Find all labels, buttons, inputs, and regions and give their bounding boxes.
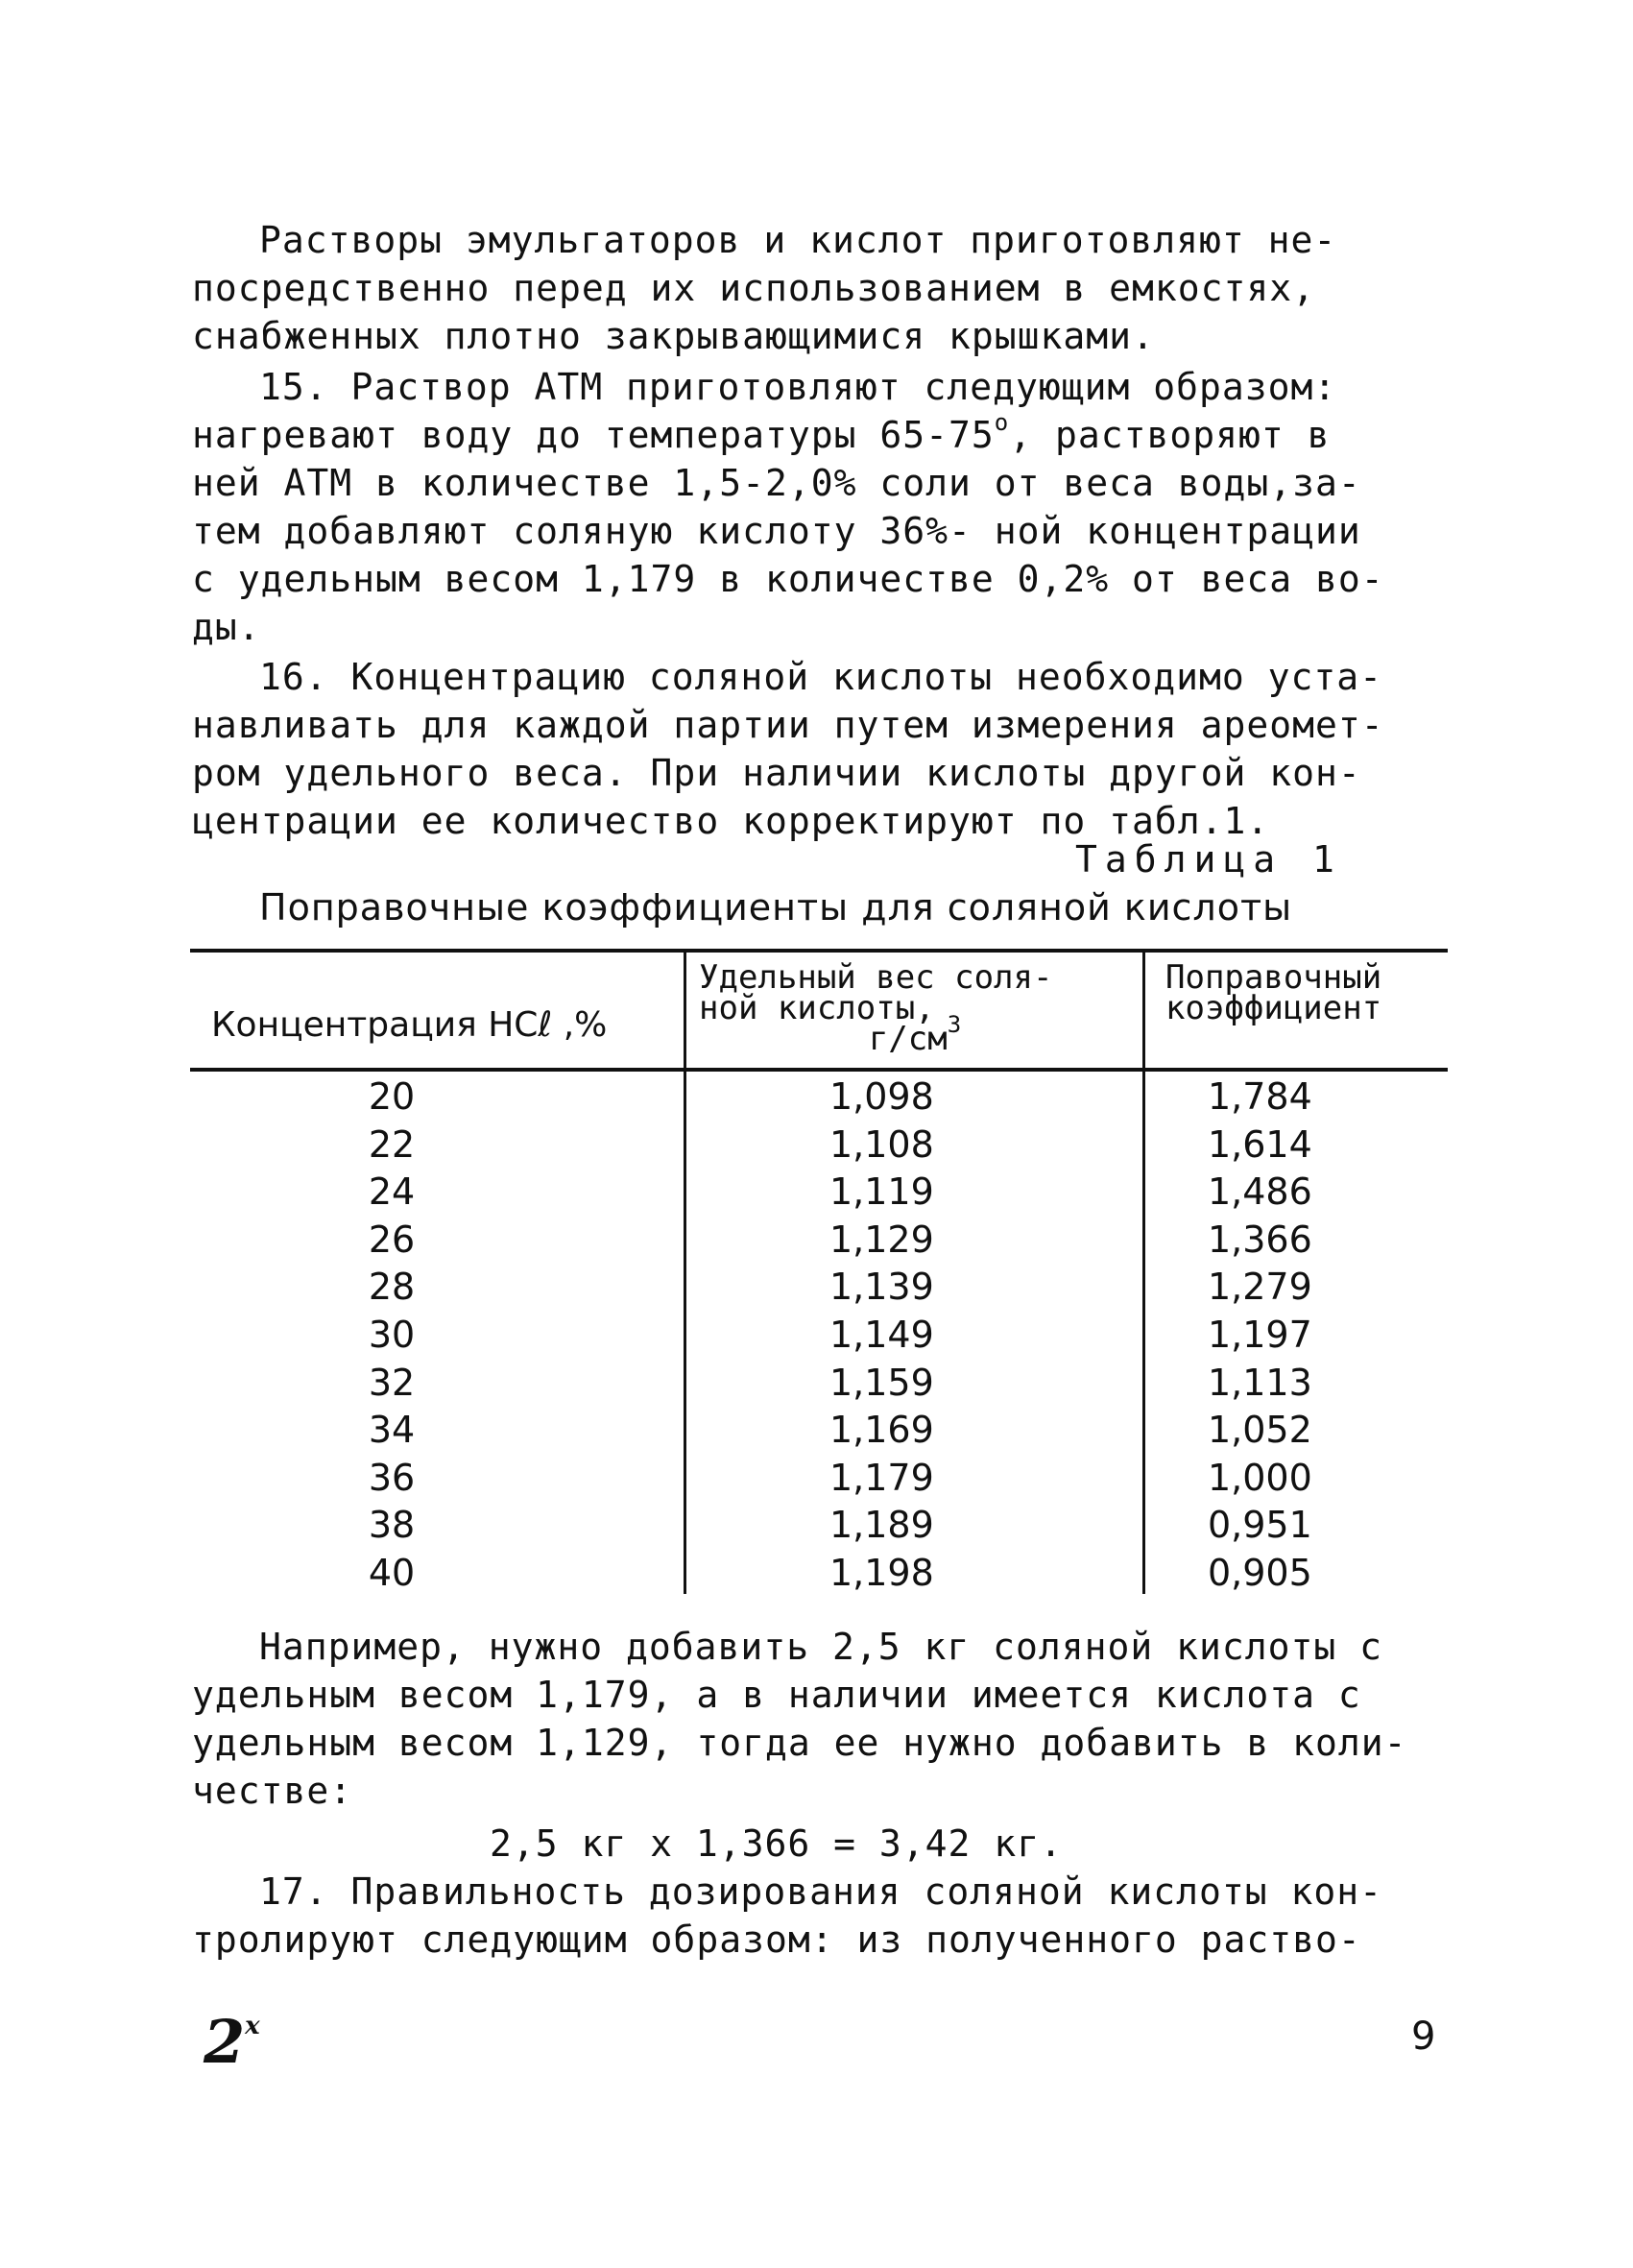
table-cell-conc: 40 xyxy=(368,1551,416,1594)
table-cell-coef: 1,197 xyxy=(1208,1313,1312,1356)
mark-text: 2 xyxy=(204,2007,246,2077)
table-cell-density: 1,139 xyxy=(829,1266,934,1309)
text-line: 17. Правильность дозирования соляной кислоты кон- xyxy=(259,1870,1383,1913)
text-line: ды. xyxy=(192,606,261,648)
text-line: удельным весом 1,179, а в наличии имеется кислота с xyxy=(192,1674,1361,1716)
column-concentration xyxy=(190,1074,593,1598)
table-cell-density: 1,149 xyxy=(829,1313,934,1356)
table-cell-coef: 1,113 xyxy=(1208,1361,1312,1404)
text-line: центрации ее количество корректируют по табл.1. xyxy=(192,800,1270,842)
table-cell-density: 1,159 xyxy=(829,1361,934,1404)
mark-superscript: х xyxy=(245,2012,260,2040)
text-line: снабженных плотно закрывающимися крышками. xyxy=(192,315,1155,357)
table-cell-coef: 0,905 xyxy=(1208,1551,1312,1594)
text-line: ней АТМ в количестве 1,5-2,0% соли от веса воды,за- xyxy=(192,462,1361,504)
header-density-line: ной кислоты, xyxy=(699,989,935,1027)
header-density-unit xyxy=(699,1011,1131,1058)
table-cell-conc: 28 xyxy=(368,1266,416,1309)
table-cell-density: 1,189 xyxy=(829,1504,934,1547)
table-number: Таблица 1 xyxy=(1075,838,1342,881)
table-cell-conc: 24 xyxy=(368,1170,416,1214)
text-line: Растворы эмульгаторов и кислот приготовляют не- xyxy=(259,219,1337,261)
text-line xyxy=(192,411,1440,459)
formula: 2,5 кг х 1,366 = 3,42 кг. xyxy=(490,1822,1063,1865)
table-cell-conc: 20 xyxy=(368,1075,416,1118)
table-cell-coef: 1,366 xyxy=(1208,1218,1312,1261)
table-header-rule xyxy=(190,1068,1448,1072)
table-cell-coef: 1,052 xyxy=(1208,1409,1312,1452)
unit-superscript: 3 xyxy=(947,1011,962,1038)
table-top-rule xyxy=(190,949,1448,953)
table-cell-coef: 1,279 xyxy=(1208,1266,1312,1309)
table-cell-coef: 1,000 xyxy=(1208,1456,1312,1499)
header-coefficient-line: Поправочный xyxy=(1165,958,1382,997)
table-cell-conc: 36 xyxy=(368,1456,416,1499)
table-cell-density: 1,129 xyxy=(829,1218,934,1261)
header-concentration: Концентрация НСℓ ,% xyxy=(211,1005,608,1045)
column-divider xyxy=(1142,949,1145,1594)
text-line: тролируют следующим образом: из полученного раство- xyxy=(192,1918,1361,1961)
text-line: ром удельного веса. При наличии кислоты другой кон- xyxy=(192,752,1361,794)
text-line: Например, нужно добавить 2,5 кг соляной кислоты с xyxy=(259,1626,1383,1668)
table-cell-coef: 1,614 xyxy=(1208,1122,1312,1166)
text-line: 15. Раствор АТМ приготовляют следующим образом: xyxy=(259,366,1337,408)
header-coefficient-line: коэффициент xyxy=(1165,989,1382,1027)
table-cell-conc: 32 xyxy=(368,1361,416,1404)
text-fragment: , растворяют в xyxy=(1009,414,1331,456)
header-density-line: Удельный вес соля- xyxy=(699,958,1053,997)
table-cell-coef: 1,486 xyxy=(1208,1170,1312,1214)
column-density xyxy=(804,1074,1117,1598)
table-cell-conc: 34 xyxy=(368,1409,416,1452)
table-cell-conc: 38 xyxy=(368,1504,416,1547)
table-cell-density: 1,179 xyxy=(829,1456,934,1499)
header-density xyxy=(699,958,1131,1058)
table-cell-density: 1,198 xyxy=(829,1551,934,1594)
table-cell-density: 1,169 xyxy=(829,1409,934,1452)
text-line: посредственно перед их использованием в емкостях, xyxy=(192,267,1316,309)
column-divider xyxy=(684,949,686,1594)
text-line: удельным весом 1,129, тогда ее нужно добавить в коли- xyxy=(192,1722,1407,1764)
text-line: с удельным весом 1,179 в количестве 0,2% от веса во- xyxy=(192,558,1384,600)
page-number: 9 xyxy=(1411,2015,1436,2059)
text-line: навливать для каждой партии путем измерения ареомет- xyxy=(192,704,1384,746)
table-cell-coef: 0,951 xyxy=(1208,1504,1312,1547)
unit-text: г/см xyxy=(868,1020,948,1058)
table-cell-conc: 26 xyxy=(368,1218,416,1261)
text-line: 16. Концентрацию соляной кислоты необходимо уста- xyxy=(259,656,1383,698)
header-coefficient xyxy=(1165,958,1382,1027)
degree-superscript: о xyxy=(994,409,1010,436)
text-fragment: нагревают воду до температуры 65-75 xyxy=(192,414,995,456)
table-cell-conc: 30 xyxy=(368,1313,416,1356)
table-cell-density: 1,119 xyxy=(829,1170,934,1214)
text-line: честве: xyxy=(192,1770,353,1812)
table-cell-density: 1,098 xyxy=(829,1075,934,1118)
table-cell-density: 1,108 xyxy=(829,1122,934,1166)
text-line: тем добавляют соляную кислоту 36%- ной концентрации xyxy=(192,510,1361,552)
column-coefficient xyxy=(1208,1074,1400,1598)
signature-mark xyxy=(204,2007,260,2077)
table-cell-coef: 1,784 xyxy=(1208,1075,1312,1118)
table-cell-conc: 22 xyxy=(368,1122,416,1166)
table-title: Поправочные коэффициенты для соляной кислоты xyxy=(259,886,1293,929)
